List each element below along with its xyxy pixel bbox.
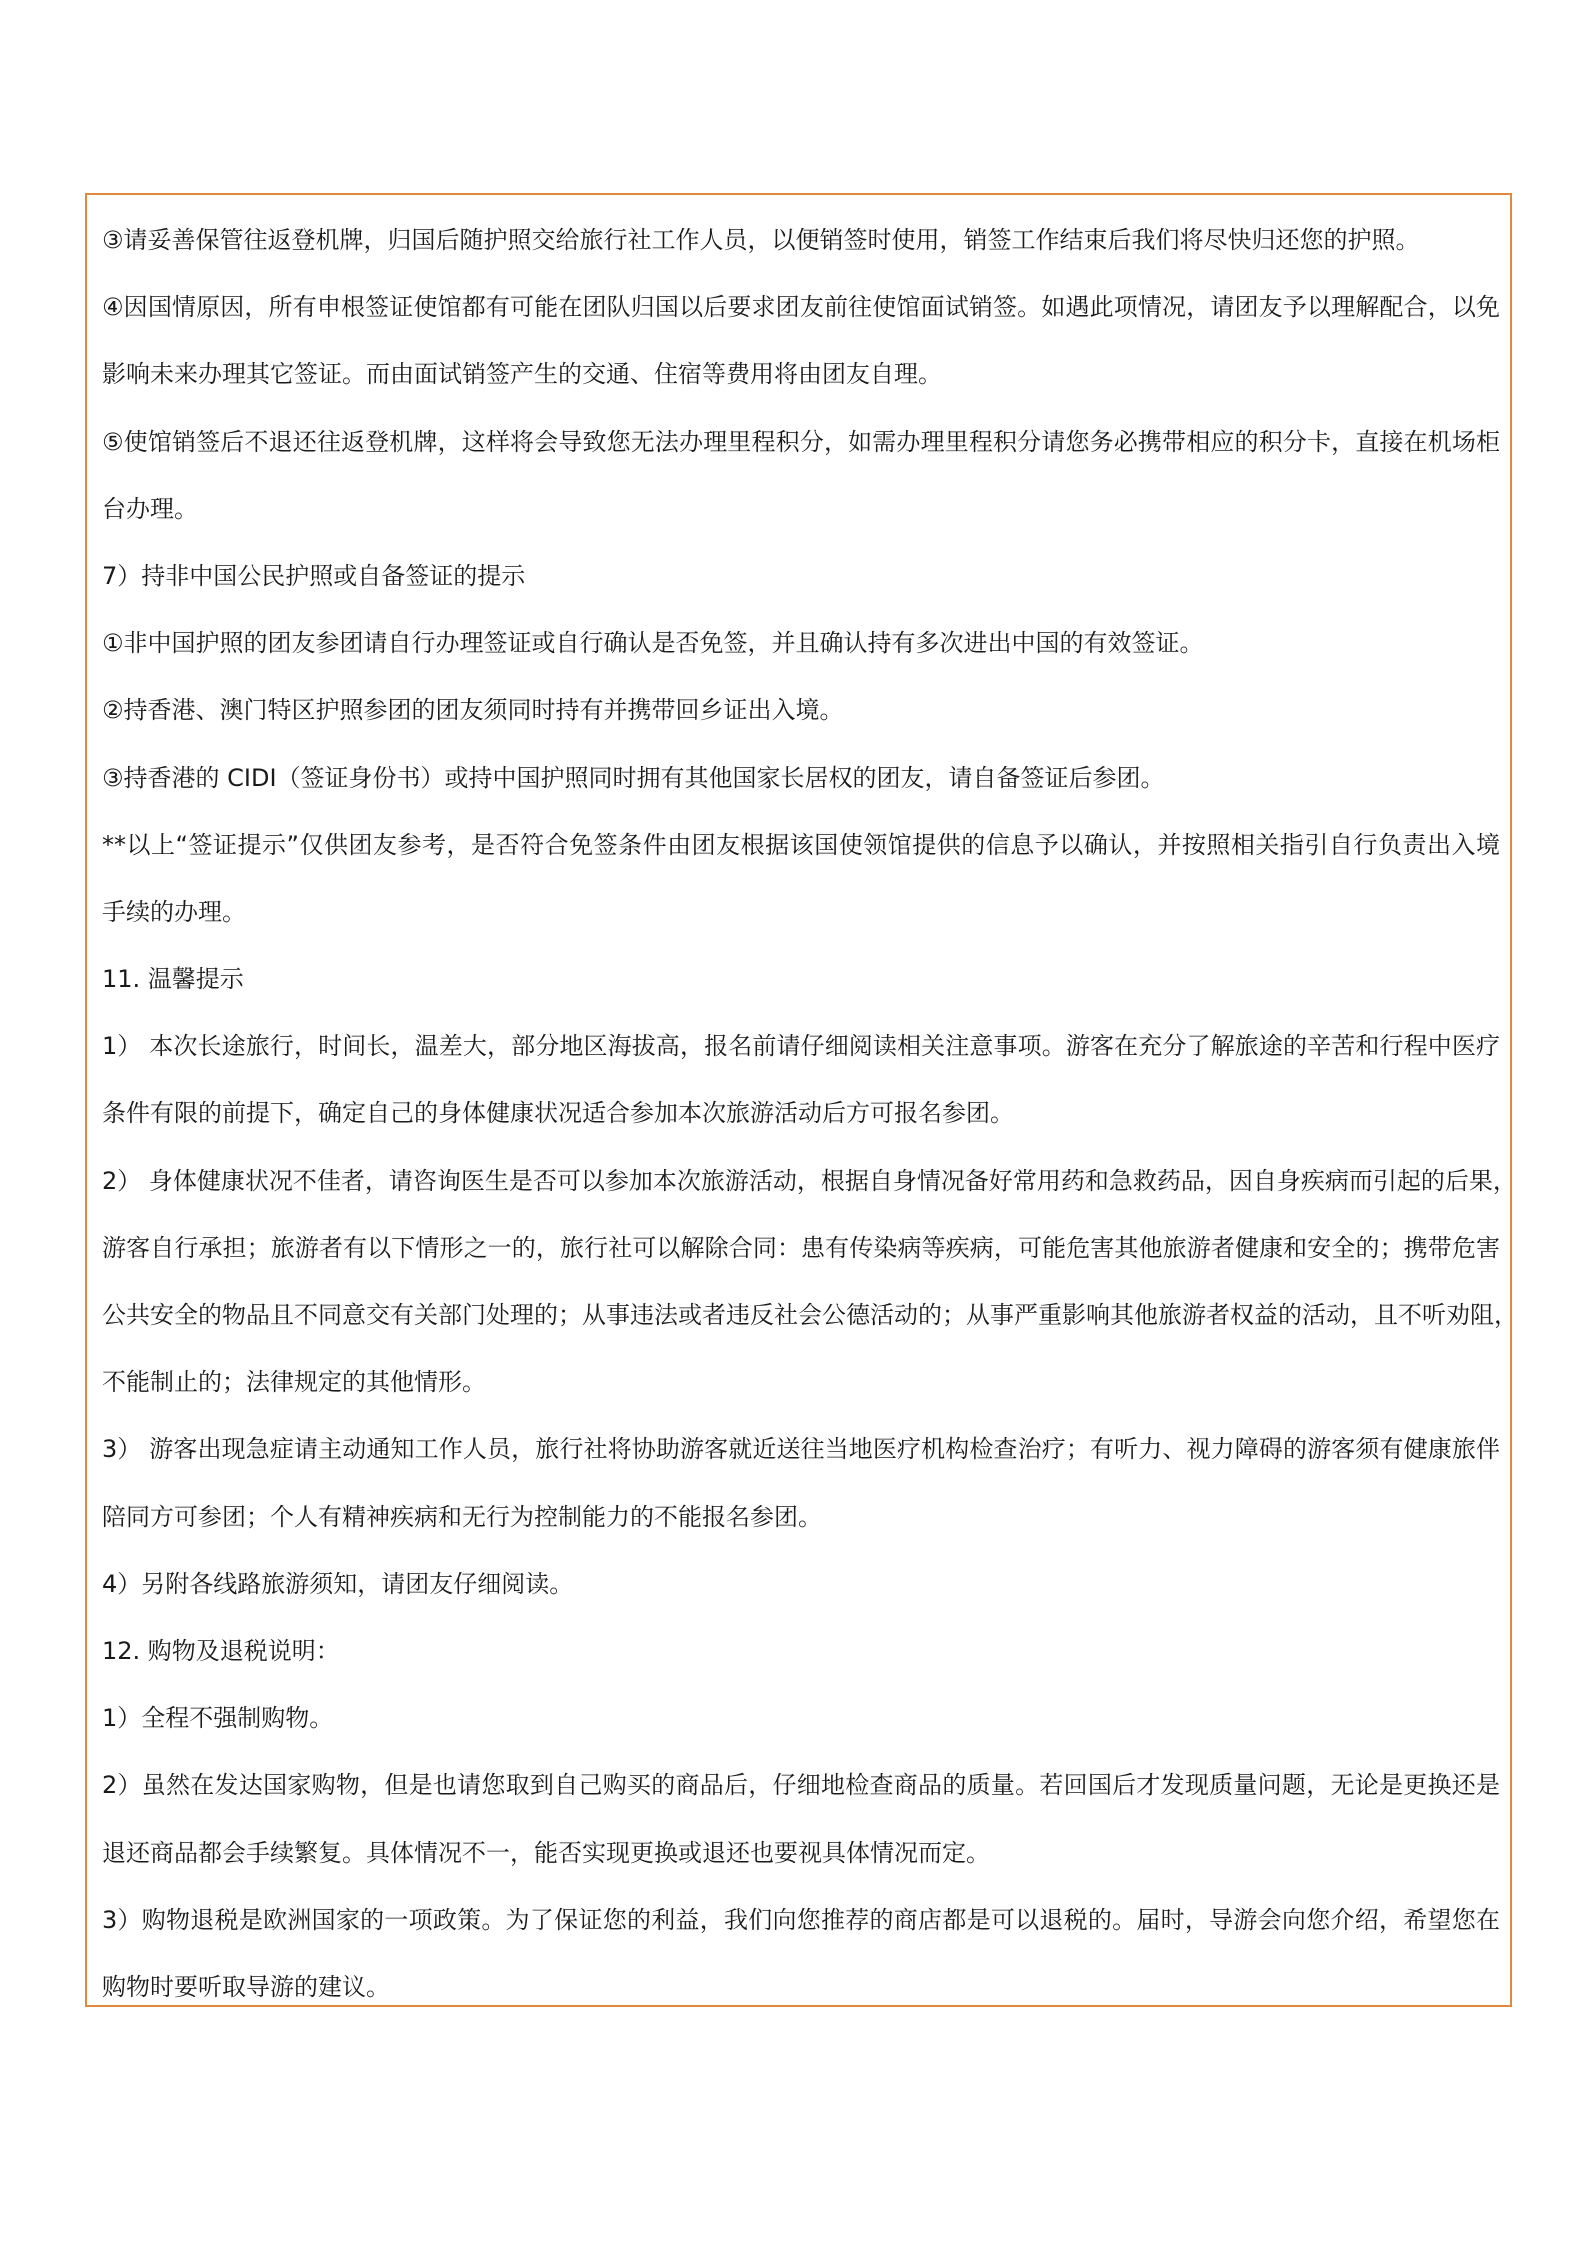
paragraph-line: ⑤使馆销签后不退还往返登机牌，这样将会导致您无法办理里程积分，如需办理里程积分请您务必携带相应的积分卡，直接在机场柜 — [102, 427, 1500, 456]
paragraph-line: 1）全程不强制购物。 — [102, 1704, 334, 1733]
paragraph — [102, 274, 1500, 408]
paragraph-line: 3）购物退税是欧洲国家的一项政策。为了保证您的利益，我们向您推荐的商店都是可以退税的。届时，导游会向您介绍，希望您在 — [102, 1905, 1500, 1934]
paragraph-line: 条件有限的前提下，确定自己的身体健康状况适合参加本次旅游活动后方可报名参团。 — [102, 1099, 1014, 1128]
paragraph-line: 陪同方可参团；个人有精神疾病和无行为控制能力的不能报名参团。 — [102, 1502, 822, 1531]
paragraph-line: 2） 身体健康状况不佳者，请咨询医生是否可以参加本次旅游活动，根据自身情况备好常用药和急救药品，因自身疾病而引起的后果， — [102, 1166, 1517, 1195]
paragraph-line: 公共安全的物品且不同意交有关部门处理的；从事违法或者违反社会公德活动的；从事严重影响其他旅游者权益的活动，且不听劝阻， — [102, 1301, 1518, 1329]
paragraph — [102, 543, 1500, 610]
paragraph-line: ③持香港的 CIDI（签证身份书）或持中国护照同时拥有其他国家长居权的团友，请自备签证后参团。 — [102, 763, 1165, 792]
paragraph — [102, 1685, 1500, 1752]
paragraph — [102, 946, 1500, 1013]
paragraph — [102, 1752, 1500, 1886]
paragraph — [102, 610, 1500, 677]
paragraph-line: 2）虽然在发达国家购物，但是也请您取到自己购买的商品后，仔细地检查商品的质量。若回国后才发现质量问题，无论是更换还是 — [102, 1771, 1500, 1800]
paragraph-line: 影响未来办理其它签证。而由面试销签产生的交通、住宿等费用将由团友自理。 — [102, 360, 942, 389]
paragraph-line: 12. 购物及退税说明： — [102, 1636, 340, 1665]
paragraph-line: 台办理。 — [102, 494, 198, 523]
paragraph — [102, 207, 1500, 274]
paragraph-line: ③请妥善保管往返登机牌，归国后随护照交给旅行社工作人员，以便销签时使用，销签工作结束后我们将尽快归还您的护照。 — [102, 226, 1420, 254]
notes-content — [102, 207, 1518, 2021]
paragraph — [102, 409, 1500, 543]
paragraph — [102, 1887, 1500, 2021]
paragraph — [102, 1618, 1500, 1685]
paragraph — [102, 1551, 1500, 1618]
paragraph — [102, 677, 1500, 744]
paragraph-line: 游客自行承担；旅游者有以下情形之一的，旅行社可以解除合同：患有传染病等疾病，可能危害其他旅游者健康和安全的；携带危害 — [102, 1233, 1500, 1262]
paragraph-line: 不能制止的；法律规定的其他情形。 — [102, 1368, 486, 1397]
paragraph-line: 1） 本次长途旅行，时间长，温差大，部分地区海拔高，报名前请仔细阅读相关注意事项。游客在充分了解旅途的辛苦和行程中医疗 — [102, 1032, 1500, 1061]
paragraph-line: 11. 温馨提示 — [102, 965, 244, 994]
paragraph-line: 购物时要听取导游的建议。 — [102, 1972, 390, 2001]
paragraph — [102, 812, 1500, 946]
paragraph-line: **以上“签证提示”仅供团友参考，是否符合免签条件由团友根据该国使领馆提供的信息予以确认，并按照相关指引自行负责出入境 — [102, 830, 1500, 859]
paragraph — [102, 745, 1500, 812]
paragraph — [102, 1013, 1500, 1147]
notes-box — [85, 193, 1518, 2007]
paragraph-line: ②持香港、澳门特区护照参团的团友须同时持有并携带回乡证出入境。 — [102, 696, 844, 725]
paragraph-line: 4）另附各线路旅游须知，请团友仔细阅读。 — [102, 1569, 574, 1598]
paragraph — [102, 1416, 1500, 1550]
paragraph-line: ④因国情原因，所有申根签证使馆都有可能在团队归国以后要求团友前往使馆面试销签。如遇此项情况，请团友予以理解配合，以免 — [102, 293, 1500, 322]
paragraph-line: 3） 游客出现急症请主动通知工作人员，旅行社将协助游客就近送往当地医疗机构检查治疗；有听力、视力障碍的游客须有健康旅伴 — [102, 1435, 1500, 1464]
paragraph-line: 退还商品都会手续繁复。具体情况不一，能否实现更换或退还也要视具体情况而定。 — [102, 1838, 990, 1867]
paragraph-line: 7）持非中国公民护照或自备签证的提示 — [102, 561, 526, 590]
paragraph-line: ①非中国护照的团友参团请自行办理签证或自行确认是否免签，并且确认持有多次进出中国的有效签证。 — [102, 629, 1204, 658]
paragraph — [102, 1148, 1518, 1417]
paragraph-line: 手续的办理。 — [102, 897, 246, 926]
